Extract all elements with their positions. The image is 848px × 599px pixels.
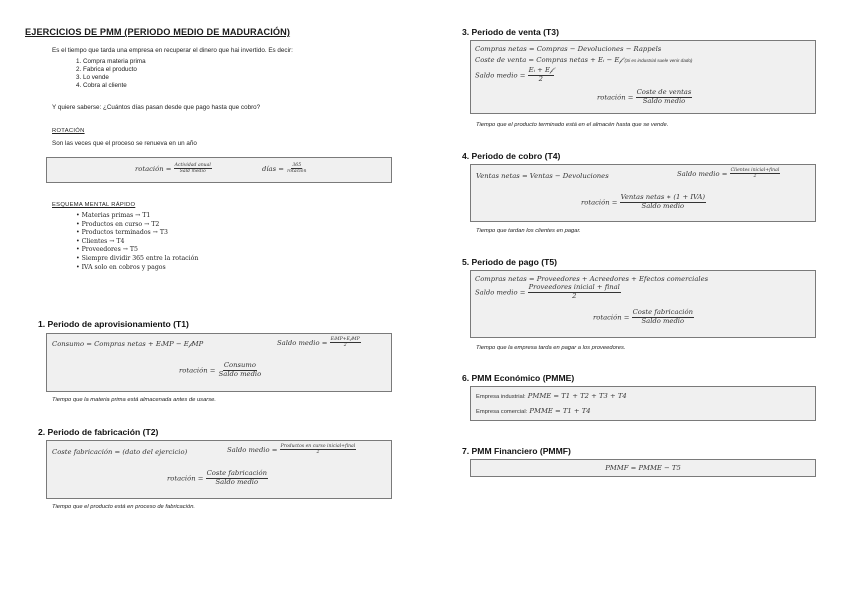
t1-saldo-formula: Saldo medio = $\frac{\text{EᵢMP+E𝒻MP}}{2}$ xyxy=(277,337,360,349)
t2-rotacion-formula: rotación = $\frac{\text{Coste fabricación}}{\text{Saldo medio}}$ xyxy=(167,469,267,486)
t2-coste-formula: Coste fabricación = (dato del ejercicio) xyxy=(52,448,188,456)
t4-box xyxy=(470,164,816,222)
t1-rotacion-formula: rotación = $\frac{\text{Consumo}}{\text{Saldo medio}}$ xyxy=(179,361,262,378)
esquema-item: • IVA solo en cobros y pagos xyxy=(76,263,166,271)
t4-rotacion-formula: rotación = $\frac{\text{Ventas netas ∗ (1 + IVA)}}{\text{Saldo medio}}$ xyxy=(581,193,706,210)
t3-rotacion-formula: rotación = $\frac{\text{Coste de ventas}}{\text{Saldo medio}}$ xyxy=(597,88,692,105)
step-item: 1. Compra materia prima xyxy=(76,58,146,65)
t3-coste-formula: Coste de venta = Compras netas + Eᵢ − E𝒻 (Si es industrial suele venir dado) xyxy=(475,56,693,64)
esquema-item: • Siempre dividir 365 entre la rotación xyxy=(76,254,199,262)
t1-box xyxy=(46,333,392,392)
t3-title: 3. Periodo de venta (T3) xyxy=(462,27,559,37)
t2-box xyxy=(46,440,392,499)
pmmf-box xyxy=(470,459,816,477)
esquema-heading: ESQUEMA MENTAL RÁPIDO xyxy=(52,202,136,208)
rotacion-heading: ROTACIÓN xyxy=(52,128,85,134)
t4-note: Tiempo que tardan los clientes en pagar. xyxy=(476,228,581,234)
t5-rotacion-formula: rotación = $\frac{\text{Coste fabricación}}{\text{Saldo medio}}$ xyxy=(593,308,693,325)
pmmf-formula: PMMF = PMME − T5 xyxy=(605,464,681,472)
intro-steps xyxy=(76,58,146,90)
t1-note: Tiempo que la materia prima está almacenada antes de usarse. xyxy=(52,397,216,403)
t5-saldo-formula: Saldo medio = $\frac{\text{Proveedores inicial + final}}{2}$ xyxy=(475,283,620,300)
step-item: 2. Fabrica el producto xyxy=(76,66,137,73)
pmme-box xyxy=(470,386,816,421)
esquema-item: • Proveedores → T5 xyxy=(76,246,138,254)
esquema-item: • Productos en curso → T2 xyxy=(76,220,160,228)
t3-compras-formula: Compras netas = Compras − Devoluciones − Rappels xyxy=(475,45,662,53)
t4-saldo-formula: Saldo medio = $\frac{\text{Clientes inicial+final}}{2}$ xyxy=(677,168,780,180)
esquema-item: • Clientes → T4 xyxy=(76,237,125,245)
dias-formula: días = $\frac{365}{\text{rotación}}$ xyxy=(262,163,307,175)
esquema-list xyxy=(76,212,198,272)
step-item: 4. Cobra al cliente xyxy=(76,82,127,89)
intro-text: Es el tiempo que tarda una empresa en recuperar el dinero que hai invertido. Es decir: xyxy=(52,47,293,54)
rotacion-formula-box xyxy=(46,157,392,183)
t2-saldo-formula: Saldo medio = $\frac{\text{Productos en curso inicial+final}}{2}$ xyxy=(227,444,356,456)
rotacion-text: Son las veces que el proceso se renueva en un año xyxy=(52,140,197,147)
t3-note: Tiempo que el producto terminado está en el almacén hasta que se vende. xyxy=(476,122,669,128)
t5-note: Tiempo que la empresa tarda en pagar a los proveedores. xyxy=(476,345,626,351)
t3-box xyxy=(470,40,816,114)
t4-ventas-formula: Ventas netas = Ventas − Devoluciones xyxy=(476,172,609,180)
t2-title: 2. Periodo de fabricación (T2) xyxy=(38,427,159,437)
t3-saldo-formula: Saldo medio = $\frac{\text{Eᵢ + E𝒻}}{2}$ xyxy=(475,66,553,83)
esquema-item: • Materias primas → T1 xyxy=(76,212,151,219)
pmme-comercial: Empresa comercial: PMME = T1 + T4 xyxy=(476,407,591,415)
pmmf-title: 7. PMM Financiero (PMMF) xyxy=(462,446,571,456)
page-title: EJERCICIOS DE PMM (PERIODO MEDIO DE MADURACIÓN) xyxy=(25,27,291,37)
intro-question: Y quiere saberse: ¿Cuántos días pasan desde que pago hasta que cobro? xyxy=(52,104,261,111)
pmme-title: 6. PMM Económico (PMME) xyxy=(462,373,575,383)
esquema-item: • Productos terminados → T3 xyxy=(76,229,168,237)
t2-note: Tiempo que el producto está en proceso de fabricación. xyxy=(52,504,196,510)
step-item: 3. Lo vende xyxy=(76,74,109,81)
t4-title: 4. Periodo de cobro (T4) xyxy=(462,151,561,161)
t5-box xyxy=(470,270,816,338)
t5-compras-formula: Compras netas = Proveedores + Acreedores + Efectos comerciales xyxy=(475,275,709,283)
t5-title: 5. Periodo de pago (T5) xyxy=(462,257,558,267)
pmme-industrial: Empresa industrial: PMME = T1 + T2 + T3 + T4 xyxy=(476,392,627,400)
t1-title: 1. Periodo de aprovisionamiento (T1) xyxy=(38,319,189,329)
rotacion-formula: rotación = $\frac{\text{Actividad anual}}{\text{Sald medio}}$ xyxy=(135,163,211,175)
t1-consumo-formula: Consumo = Compras netas + EᵢMP − E𝒻MP xyxy=(52,340,204,348)
